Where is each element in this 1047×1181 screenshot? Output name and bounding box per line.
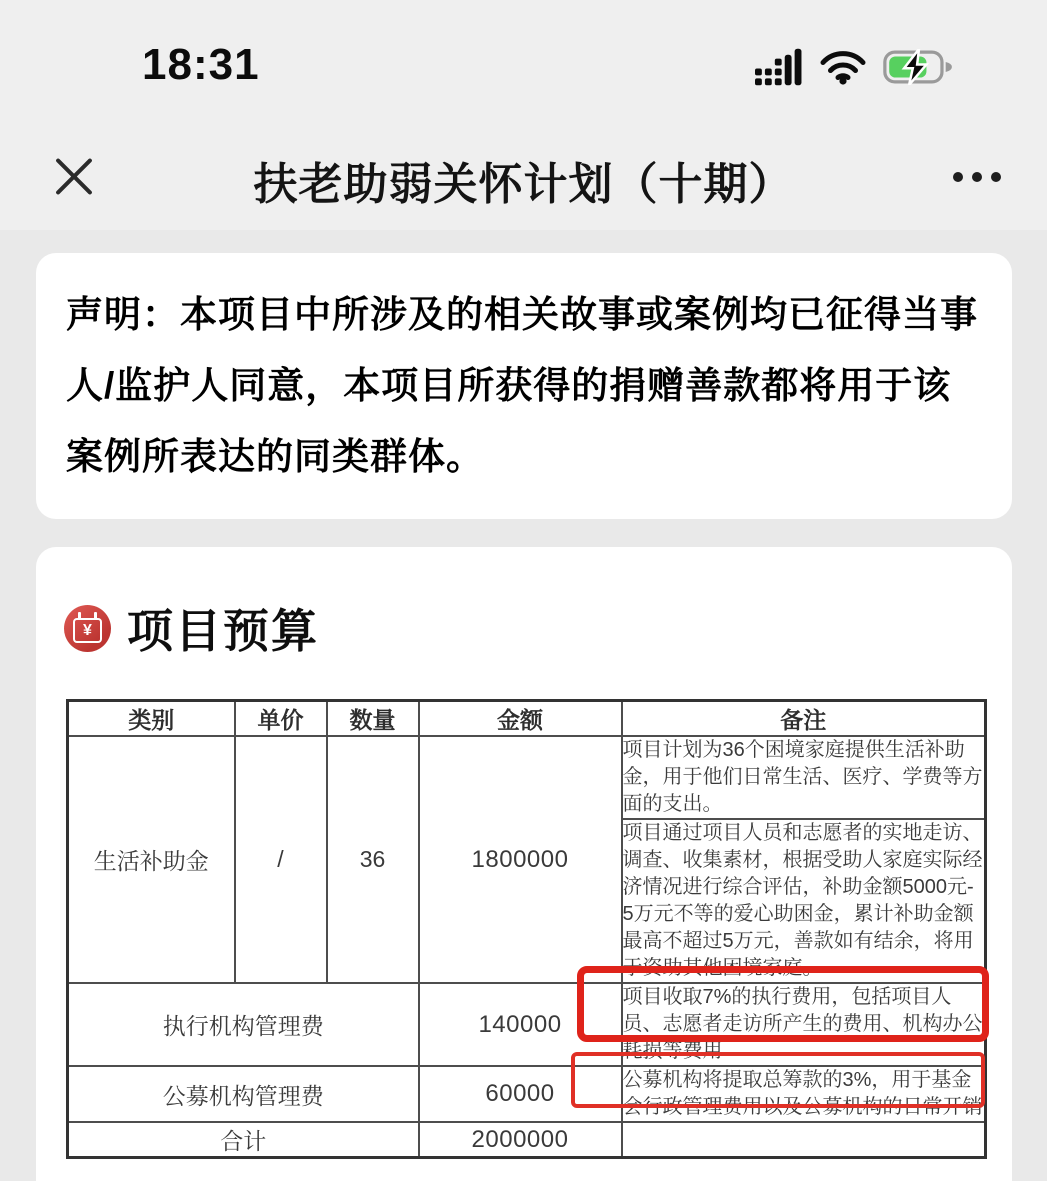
- cell-remarks: 公募机构将提取总筹款的3%，用于基金会行政管理费用以及公募机构的日常开销: [622, 1066, 986, 1122]
- col-header-amount: 金额: [419, 701, 622, 737]
- table-row: [68, 1122, 986, 1158]
- cell-quantity: 36: [327, 736, 419, 983]
- more-menu-icon[interactable]: [953, 172, 1001, 182]
- table-row: [68, 983, 986, 1066]
- cell-category: 公募机构管理费: [68, 1066, 419, 1122]
- page-title: 扶老助弱关怀计划（十期）: [253, 160, 794, 209]
- cell-category: 执行机构管理费: [68, 983, 419, 1066]
- budget-section-header: [64, 595, 319, 661]
- table-row: [68, 1066, 986, 1122]
- cell-category-total: 合计: [68, 1122, 419, 1158]
- cellular-signal-icon: [755, 48, 803, 86]
- col-header-unit-price: 单价: [235, 701, 327, 737]
- cell-amount: 140000: [419, 983, 622, 1066]
- yen-ledger-icon: [64, 605, 111, 652]
- yen-glyph: ¥: [73, 618, 102, 643]
- battery-charging-icon: [883, 49, 955, 85]
- cell-amount: 1800000: [419, 736, 622, 983]
- col-header-quantity: 数量: [327, 701, 419, 737]
- col-header-category: 类别: [68, 701, 235, 737]
- col-header-remarks: 备注: [622, 701, 986, 737]
- declaration-card: [36, 253, 1012, 519]
- cell-remarks: 项目收取7%的执行费用，包括项目人员、志愿者走访所产生的费用、机构办公耗损等费用: [622, 983, 986, 1066]
- table-header-row: [68, 701, 986, 737]
- cell-amount-total: 2000000: [419, 1122, 622, 1158]
- cell-unit-price: /: [235, 736, 327, 983]
- nav-bar: [0, 110, 1047, 230]
- wifi-icon: [820, 49, 866, 85]
- cell-remarks: 项目通过项目人员和志愿者的实地走访、调查、收集素材，根据受助人家庭实际经济情况进行综合评估，补助金额5000元-5万元不等的爱心助困金，累计补助金额最高不超过5万元，善款如有结余，将用于资助其他困境家庭。: [622, 819, 986, 983]
- cell-remarks: 项目计划为36个困境家庭提供生活补助金，用于他们日常生活、医疗、学费等方面的支出。: [622, 736, 986, 819]
- declaration-text: 声明：本项目中所涉及的相关故事或案例均已征得当事人/监护人同意，本项目所获得的捐赠善款都将用于该案例所表达的同类群体。: [66, 294, 978, 477]
- status-time: 18:31: [142, 40, 260, 89]
- section-title: 项目预算: [127, 605, 319, 657]
- budget-card: [36, 547, 1012, 1181]
- cell-category: 生活补助金: [68, 736, 235, 983]
- status-icons: [755, 48, 955, 86]
- cell-remarks: [622, 1122, 986, 1158]
- status-bar: [0, 0, 1047, 110]
- budget-table: [66, 699, 987, 1159]
- table-row: [68, 736, 986, 819]
- cell-amount: 60000: [419, 1066, 622, 1122]
